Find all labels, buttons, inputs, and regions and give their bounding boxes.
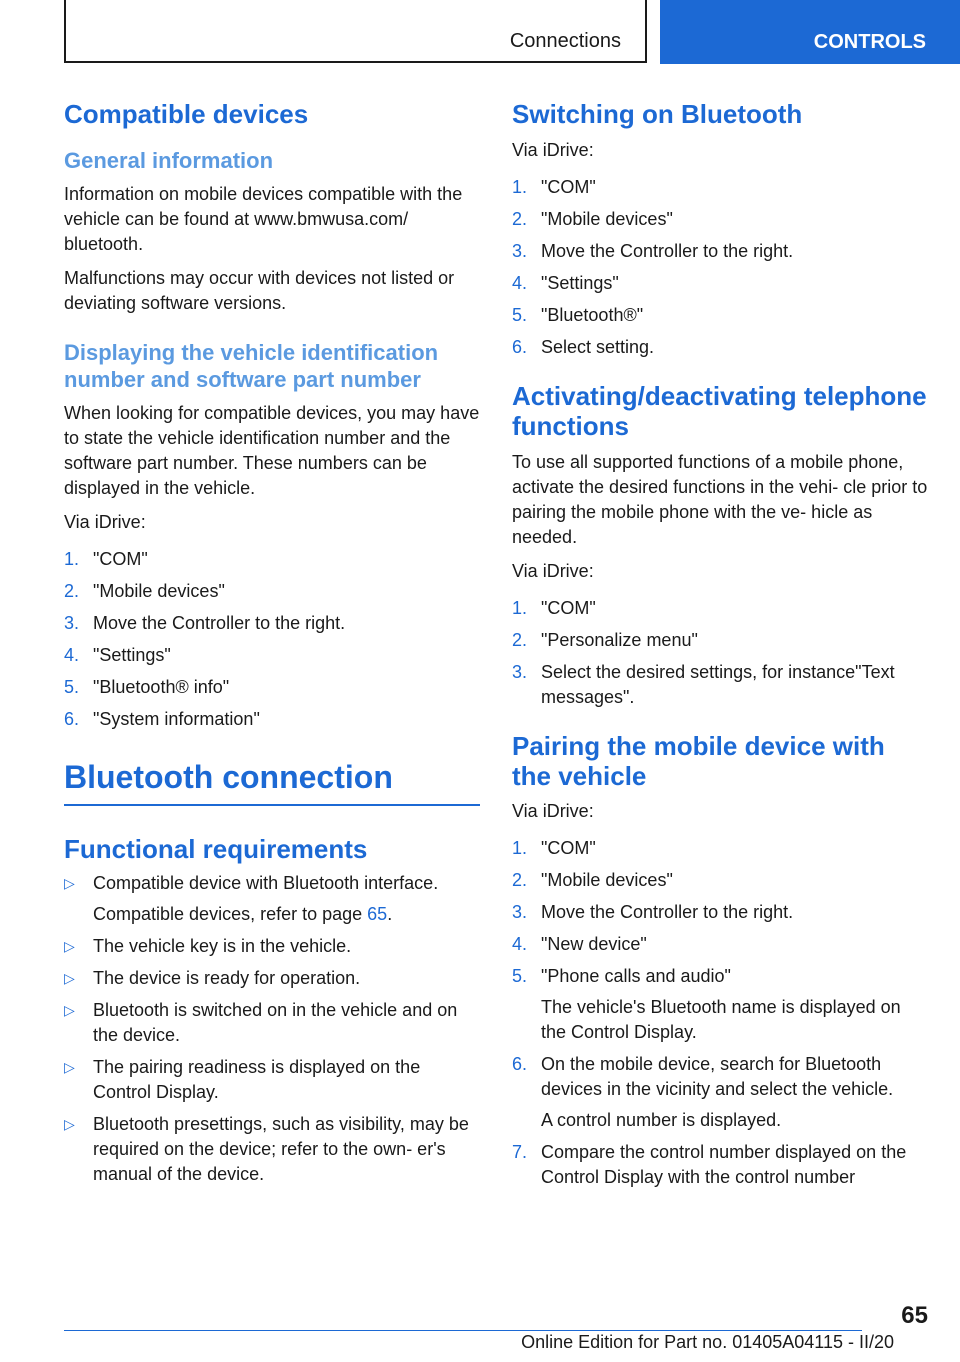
functional-requirements-heading: Functional requirements	[64, 834, 368, 865]
activating-telephone-functions-heading: Activating/deactivating telephone functions	[512, 380, 927, 441]
left-column	[64, 100, 480, 1194]
list-item: 5. "Bluetooth® info"	[64, 677, 230, 698]
list-item: 6. "System information"	[64, 709, 260, 730]
compatible-devices-heading: Compatible devices	[64, 99, 309, 129]
vin-steps-list	[64, 547, 480, 732]
header-chapter-tab: CONTROLS	[660, 0, 960, 64]
list-item: 4. "Settings"	[64, 645, 171, 666]
triangle-bullet-icon: ▷	[64, 970, 75, 987]
list-item: 4. "Settings"	[512, 272, 619, 293]
triangle-bullet-icon: ▷	[64, 875, 75, 892]
edition-footer: Online Edition for Part no. 01405A04115 - II/20	[521, 1332, 894, 1352]
list-item: 3. Move the Controller to the right.	[512, 902, 794, 923]
vin-heading: Displaying the vehicle identification number and software part number	[64, 340, 439, 392]
switch-steps-list	[512, 175, 928, 360]
list-item: 5. "Bluetooth®"	[512, 304, 644, 325]
list-item: ▷ Bluetooth is switched on in the vehicle and on the device.	[64, 1000, 458, 1046]
list-item: ▷ Bluetooth presettings, such as visibility, may be required on the device; refer to the own‐ er's manual of the device.	[64, 1114, 469, 1185]
list-item: 4. "New device"	[512, 934, 647, 955]
header-frame	[64, 0, 647, 63]
vin-text: When looking for compatible devices, you may have to state the vehicle identification number and the software part number. These numbers can be displayed in the vehicle.	[64, 403, 480, 499]
list-item: 2. "Mobile devices"	[512, 208, 673, 229]
header-section-title: Connections	[509, 30, 621, 52]
requirements-list	[64, 871, 480, 1187]
list-item: 5. "Phone calls and audio" The vehicle's Bluetooth name is displayed on the Control Display.	[512, 966, 901, 1043]
via-idrive-label: Via iDrive:	[512, 560, 594, 581]
malfunctions-text: Malfunctions may occur with devices not listed or deviating software versions.	[64, 268, 455, 314]
list-item: 7. Compare the control number displayed on the Control Display with the control number	[512, 1142, 907, 1188]
bluetooth-connection-heading: Bluetooth connection	[64, 758, 480, 806]
list-item: 1. "COM"	[512, 597, 596, 618]
page-reference-link[interactable]: 65	[367, 904, 388, 925]
list-item: 3. Select the desired settings, for instance"Text messages".	[512, 661, 895, 707]
triangle-bullet-icon: ▷	[64, 1059, 75, 1076]
pairing-heading: Pairing the mobile device with the vehicle	[512, 730, 885, 791]
via-idrive-label: Via iDrive:	[64, 512, 146, 533]
list-item: ▷ The vehicle key is in the vehicle.	[64, 934, 480, 959]
list-item: 2. "Mobile devices"	[512, 870, 673, 891]
activate-steps-list	[512, 596, 928, 710]
list-item: 6. On the mobile device, search for Bluetooth devices in the vicinity and select the vehicle. A control number is displayed.	[512, 1054, 894, 1131]
list-item: 6. Select setting.	[512, 336, 655, 357]
list-item: ▷ The device is ready for operation.	[64, 966, 480, 991]
activating-text: To use all supported functions of a mobile phone, activate the desired functions in the vehi‐ cle prior to pairing the mobile phone with the ve‐ hicle as needed.	[512, 451, 928, 547]
switching-on-bluetooth-heading: Switching on Bluetooth	[512, 99, 803, 129]
page-number: 65	[901, 1302, 928, 1329]
list-item: 3. Move the Controller to the right.	[512, 240, 794, 261]
footer-divider	[64, 1330, 862, 1331]
via-idrive-label: Via iDrive:	[512, 801, 594, 822]
right-column	[512, 100, 928, 1197]
general-information-heading: General information	[64, 147, 274, 173]
list-item: 3. Move the Controller to the right.	[64, 613, 346, 634]
triangle-bullet-icon: ▷	[64, 1116, 75, 1133]
list-item: ▷ Compatible device with Bluetooth interface. Compatible devices, refer to page 65.	[64, 873, 439, 925]
list-item: ▷ The pairing readiness is displayed on the Control Display.	[64, 1057, 421, 1103]
via-idrive-label: Via iDrive:	[512, 139, 594, 160]
pairing-steps-list	[512, 836, 928, 1190]
general-information-text: Information on mobile devices compatible with the vehicle can be found at www.bmwusa.com/ bluetooth.	[64, 184, 463, 255]
list-item: 1. "COM"	[512, 838, 596, 859]
list-item: 1. "COM"	[512, 176, 596, 197]
list-item: 2. "Mobile devices"	[64, 581, 225, 602]
triangle-bullet-icon: ▷	[64, 938, 75, 955]
list-item: 1. "COM"	[64, 549, 148, 570]
list-item: 2. "Personalize menu"	[512, 629, 698, 650]
triangle-bullet-icon: ▷	[64, 1002, 75, 1019]
